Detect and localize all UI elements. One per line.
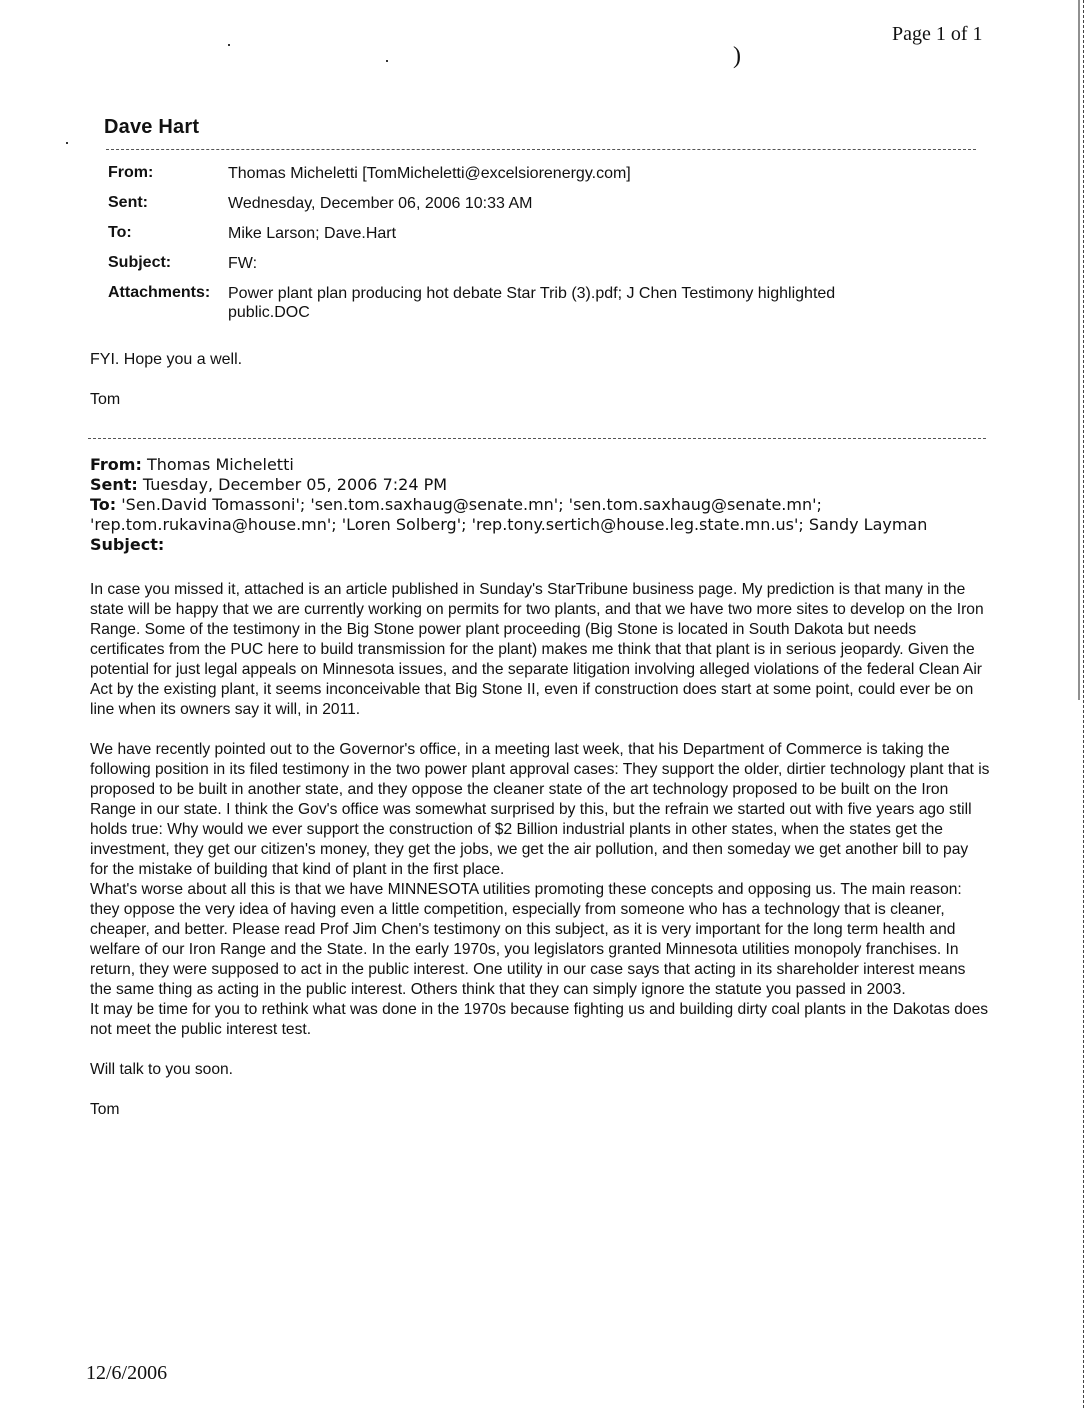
footer-print-date: 12/6/2006 — [86, 1362, 168, 1384]
scan-speck — [386, 60, 388, 62]
body-paragraph: We have recently pointed out to the Governor's office, in a meeting last week, that his Department of Commerce is taking the following position in its filed testimony in the two power plant approval cases: They support the older, dirtier technology plant that is proposed to be built in another state, and they oppose the cleaner state of the art technology proposed to be built on the Iron Range in our state. I think the Gov's office was somewhat surprised by this, but the refrain we started out with five years ago still holds true: Why would we ever support the construction of $2 Billion industrial plants in other states, when the states get the investment, they get our citizen's money, they get the jobs, we get the air pollution, and then someday we get another bill to pay for the mistake of building that kind of plant in the first place. — [90, 741, 990, 878]
scan-edge-artifact — [1083, 0, 1088, 1408]
message-greeting: FYI. Hope you a well. — [90, 351, 243, 368]
forwarded-sent-value: Tuesday, December 05, 2006 7:24 PM — [142, 475, 448, 494]
header-divider — [106, 149, 976, 150]
header-attachments-value[interactable]: Power plant plan producing hot debate Star Trib (3).pdf; J Chen Testimony highlighted public.DOC — [228, 285, 836, 321]
page-number: Page 1 of 1 — [892, 23, 983, 45]
header-sent-value: Wednesday, December 06, 2006 10:33 AM — [228, 195, 533, 212]
forwarded-from-label: From: — [90, 455, 142, 474]
body-signature: Tom — [90, 1101, 120, 1118]
forwarded-sent-row — [90, 475, 990, 495]
body-paragraph: It may be time for you to rethink what was done in the 1970s because fighting us and building dirty coal plants in the Dakotas does not meet the public interest test. — [90, 1001, 989, 1038]
header-attachments-row — [108, 284, 928, 328]
forwarded-sent-label: Sent: — [90, 475, 138, 494]
header-from-label: From: — [108, 164, 154, 181]
scan-edge-artifact — [1078, 0, 1080, 700]
header-sent-row — [108, 194, 928, 224]
header-subject-row — [108, 254, 928, 284]
body-paragraph: In case you missed it, attached is an article published in Sunday's StarTribune business page. My prediction is that many in the state will be happy that we are currently working on permits for two plants, and that we have two more sites to develop on the Iron Range. Some of the testimony in the Big Stone power plant proceeding (Big Stone is located in South Dakota but needs certificates from the PUC here to build transmission for the plant) makes me think that that plant is in serious jeopardy. Given the potential for just legal appeals on Minnesota issues, and the separate litigation involving alleged violations of the federal Clean Air Act by the existing plant, it seems inconceivable that Big Stone II, even if construction does start at some point, could ever be on line when its owners say it will, in 2011. — [90, 581, 984, 718]
header-to-value: Mike Larson; Dave.Hart — [228, 225, 397, 242]
scan-speck — [228, 44, 230, 46]
forwarded-from-value: Thomas Micheletti — [146, 455, 294, 474]
forwarded-to-row — [90, 495, 990, 535]
forward-divider — [88, 438, 986, 439]
email-header — [108, 164, 928, 328]
header-from-row — [108, 164, 928, 194]
forwarded-to-label: To: — [90, 495, 117, 514]
scan-speck — [66, 142, 68, 144]
header-subject-label: Subject: — [108, 254, 172, 271]
forwarded-body — [90, 580, 990, 1120]
header-attachments-label: Attachments: — [108, 284, 211, 301]
forwarded-header — [90, 455, 990, 555]
header-sent-label: Sent: — [108, 194, 148, 211]
scan-mark: ) — [733, 43, 741, 69]
body-closing: Will talk to you soon. — [90, 1061, 234, 1078]
header-to-row — [108, 224, 928, 254]
header-subject-value: FW: — [228, 255, 258, 272]
forwarded-subject-row — [90, 535, 990, 555]
header-to-label: To: — [108, 224, 132, 241]
mailbox-owner-name: Dave Hart — [104, 116, 200, 138]
message-signature: Tom — [90, 391, 121, 408]
forwarded-to-value: 'Sen.David Tomassoni'; 'sen.tom.saxhaug@senate.mn'; 'sen.tom.saxhaug@senate.mn'; 'rep.tom.rukavina@house.mn'; 'Loren Solberg'; 'rep.tony.sertich@house.leg.state.mn.us'; Sandy Layman — [90, 495, 928, 534]
body-paragraph: What's worse about all this is that we have MINNESOTA utilities promoting these concepts and opposing us. The main reason: they oppose the very idea of having even a little competition, especially from someone who has a technology that is cleaner, cheaper, and better. Please read Prof Jim Chen's testimony on this subject, as it is very important for the long term health and welfare of our Iron Range and the State. In the early 1970s, you legislators granted Minnesota utilities monopoly franchises. In return, they were supposed to act in the public interest. One utility in our case says that acting in its shareholder interest means the same thing as acting in the public interest. Others think that they can simply ignore the statute you passed in 2003. — [90, 881, 966, 998]
header-from-value: Thomas Micheletti [TomMicheletti@excelsiorenergy.com] — [228, 165, 631, 182]
forwarded-subject-label: Subject: — [90, 535, 165, 554]
forwarded-from-row — [90, 455, 990, 475]
